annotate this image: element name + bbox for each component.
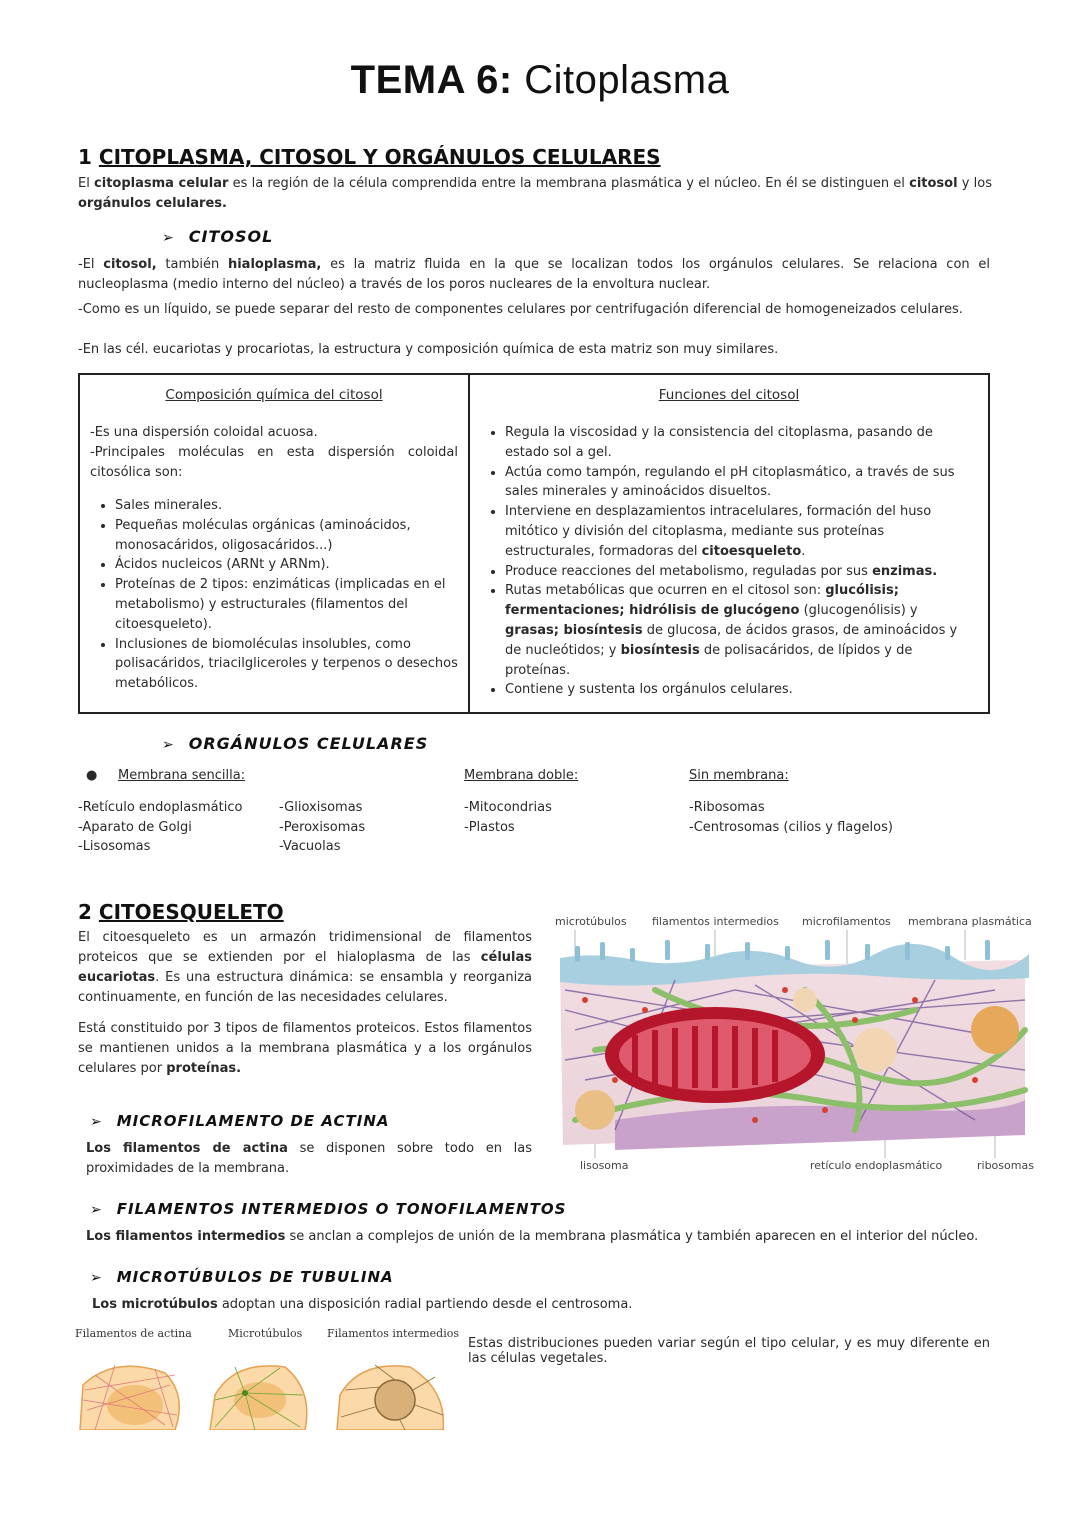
actina-text: Los filamentos de actina se disponen sobre todo en las proximidades de la membrana.	[86, 1141, 532, 1176]
organelle-item: -Glioxisomas	[279, 800, 363, 815]
composition-list	[90, 496, 458, 694]
cytoskeleton-diagram	[555, 930, 1033, 1160]
function-item: • Produce reacciones del metabolismo, reguladas por sus enzimas.	[505, 562, 970, 582]
citosol-paragraph-2: -Como es un líquido, se puede separar del resto de componentes celulares por centrifugación diferencial de homogeneizados celulares.	[78, 302, 963, 317]
cell-illustrations	[75, 1355, 455, 1430]
label-microfilamentos: microfilamentos	[802, 915, 891, 928]
microtubulos-text: Los microtúbulos adoptan una disposición radial partiendo desde el centrosoma.	[92, 1297, 633, 1312]
organelle-item: -Ribosomas	[689, 800, 765, 815]
function-item: • Regula la viscosidad y la consistencia del citoplasma, pasando de estado sol a gel.	[505, 423, 970, 463]
cell-actina-image	[80, 1365, 179, 1430]
functions-list	[480, 423, 970, 700]
simple-membrane-col2	[279, 798, 365, 857]
simple-membrane-col1	[78, 798, 242, 857]
section-2-heading: 2 CITOESQUELETO	[78, 900, 284, 924]
label-lisosoma: lisosoma	[580, 1159, 629, 1172]
cell-microtubulos-image	[210, 1366, 307, 1430]
composition-header: Composición química del citosol	[165, 387, 383, 403]
citoesqueleto-paragraph-2: Está constituido por 3 tipos de filamentos proteicos. Estos filamentos se mantienen unidos a la membrana plasmática y a los orgánulos celulares por proteínas.	[78, 1021, 532, 1076]
citosol-table	[78, 373, 990, 714]
section-1-heading: 1 CITOPLASMA, CITOSOL Y ORGÁNULOS CELULARES	[78, 145, 661, 169]
label-membrana-plasmatica: membrana plasmática	[908, 915, 1032, 928]
citosol-paragraph-3: -En las cél. eucariotas y procariotas, la estructura y composición química de esta matriz son muy similares.	[78, 342, 779, 357]
organelle-item: -Vacuolas	[279, 839, 341, 855]
label-reticulo: retículo endoplasmático	[810, 1159, 943, 1172]
organelle-item: -Centrosomas (cilios y flagelos)	[689, 819, 893, 835]
composition-cell	[79, 374, 469, 713]
composition-item: • Ácidos nucleicos (ARNt y ARNm).	[115, 555, 458, 575]
citosol-paragraph-1: -El citosol, también hialoplasma, es la matriz fluida en la que se localizan todos los orgánulos celulares. Se relaciona con el nucleoplasma (medio interno del núcleo) a través de los poros nucleares de la envoltura nuclear.	[78, 257, 990, 292]
composition-item: • Sales minerales.	[115, 496, 458, 516]
section-1-intro: El citoplasma celular es la región de la célula comprendida entre la membrana plasmática y el núcleo. En él se distinguen el citosol y los orgánulos celulares.	[78, 176, 992, 211]
functions-cell	[469, 374, 989, 713]
label-ribosomas: ribosomas	[977, 1159, 1034, 1172]
citoesqueleto-paragraph-1: El citoesqueleto es un armazón tridimensional de filamentos proteicos que se extienden por el hialoplasma de las células eucariotas. Es una estructura dinámica: se ensambla y reorganiza continuamente, en función de las necesidades celulares.	[78, 930, 532, 1005]
function-item: • Actúa como tampón, regulando el pH citoplasmático, a través de sus sales minerales y aminoácidos disueltos.	[505, 463, 970, 503]
final-note: Estas distribuciones pueden variar según el tipo celular, y es muy diferente en las células vegetales.	[468, 1336, 990, 1366]
composition-intro-2: -Principales moléculas en esta dispersión coloidal citosólica son:	[90, 445, 458, 480]
no-membrane-title: Sin membrana:	[689, 768, 789, 783]
microtubulos-heading: ➢ MICROTÚBULOS DE TUBULINA	[90, 1268, 394, 1286]
cell-caption-actina: Filamentos de actina	[75, 1327, 192, 1340]
actina-heading: ➢ MICROFILAMENTO DE ACTINA	[90, 1112, 390, 1130]
function-item: • Contiene y sustenta los orgánulos celulares.	[505, 680, 970, 700]
function-item: • Interviene en desplazamientos intracelulares, formación del huso mitótico y división del citoplasma, mediante sus proteínas estructurales, formadoras del citoesqueleto.	[505, 502, 970, 561]
organelle-item: -Plastos	[464, 819, 515, 835]
label-filamentos-intermedios: filamentos intermedios	[652, 915, 779, 928]
organulos-bullet: ●	[86, 768, 98, 783]
label-microtubulos: microtúbulos	[555, 915, 627, 928]
function-item: • Rutas metabólicas que ocurren en el citosol son: glucólisis; fermentaciones; hidrólisis de glucógeno (glucogenólisis) y grasas; biosíntesis de glucosa, de ácidos grasos, de aminoácidos y de nucleótidos; y biosíntesis de polisacáridos, de lípidos y de proteínas.	[505, 581, 970, 680]
simple-membrane-title: Membrana sencilla:	[118, 768, 246, 783]
cell-caption-microtubulos: Microtúbulos	[228, 1327, 303, 1340]
page-title: TEMA 6: Citoplasma	[350, 58, 730, 102]
organelle-item: -Lisosomas	[78, 839, 151, 855]
cell-caption-intermedios: Filamentos intermedios	[327, 1327, 459, 1340]
double-membrane-list	[464, 798, 552, 837]
organelle-item: -Mitocondrias	[464, 800, 552, 815]
organulos-heading: ➢ ORGÁNULOS CELULARES	[162, 734, 429, 753]
organelle-item: -Peroxisomas	[279, 819, 366, 835]
organelle-item: -Retículo endoplasmático	[78, 800, 243, 815]
composition-item: • Inclusiones de biomoléculas insolubles, como polisacáridos, triacilgliceroles y terpenos o desechos metabólicos.	[115, 635, 458, 694]
citosol-heading: ➢ CITOSOL	[162, 227, 274, 246]
no-membrane-list	[689, 798, 893, 837]
composition-item: • Pequeñas moléculas orgánicas (aminoácidos, monosacáridos, oligosacáridos...)	[115, 516, 458, 556]
composition-intro: -Es una dispersión coloidal acuosa.	[90, 425, 318, 440]
double-membrane-title: Membrana doble:	[464, 768, 579, 783]
composition-item: • Proteínas de 2 tipos: enzimáticas (implicadas en el metabolismo) y estructurales (filamentos del citoesqueleto).	[115, 575, 458, 634]
cell-intermedios-image	[337, 1365, 443, 1430]
intermedios-text: Los filamentos intermedios se anclan a complejos de unión de la membrana plasmática y también aparecen en el interior del núcleo.	[86, 1229, 979, 1244]
organelle-item: -Aparato de Golgi	[78, 819, 192, 835]
functions-header: Funciones del citosol	[658, 387, 800, 403]
intermedios-heading: ➢ FILAMENTOS INTERMEDIOS O TONOFILAMENTOS	[90, 1200, 567, 1218]
